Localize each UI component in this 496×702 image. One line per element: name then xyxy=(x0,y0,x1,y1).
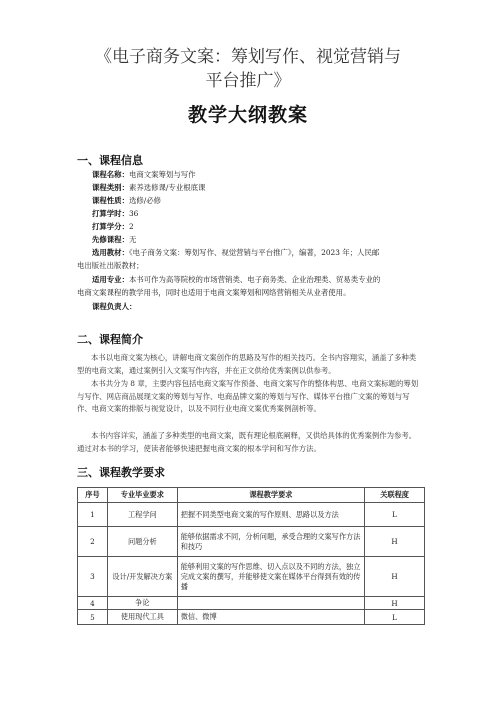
course-name-label: 课程名称： xyxy=(92,170,129,179)
course-owner-label: 课程负责人： xyxy=(92,302,137,311)
course-hours-label: 打算学时： xyxy=(92,209,129,218)
course-nature-label: 课程性质： xyxy=(92,196,129,205)
course-hours-value: 36 xyxy=(128,209,139,218)
header-course-requirement: 课程教学要求 xyxy=(177,488,364,503)
row-no: 5 xyxy=(78,610,108,625)
row-no: 4 xyxy=(78,597,108,610)
row-relevance: L xyxy=(365,610,425,625)
header-no: 序号 xyxy=(78,488,108,503)
prerequisite-row xyxy=(92,234,422,246)
course-credits-value: 2 xyxy=(128,222,134,231)
course-category-label: 课程类别： xyxy=(92,183,129,192)
section2-heading: 二、课程简介 xyxy=(77,333,143,346)
table-row xyxy=(78,527,425,557)
table-header-row xyxy=(78,488,425,503)
table-row xyxy=(78,503,425,527)
course-category-row xyxy=(92,182,422,194)
prerequisite-label: 先修课程： xyxy=(92,235,129,244)
course-category-value: 素养选修课/专业根底课 xyxy=(128,183,206,192)
document-title-line2: 平台推广》 xyxy=(205,71,291,91)
course-owner-row xyxy=(92,301,422,313)
textbook-label: 选用教材： xyxy=(92,248,129,257)
intro-paragraph-2: 本书共分为 8 章，主要内容包括电商文案写作预备、电商文案写作的整体构思、电商文案标题的筹划与写作、网店商品展现文案的筹划与写作、电商品牌文案的筹划与写作、媒体平台推广文案的筹划与写作、电商文案的排版与视觉设计，以及不同行业电商文案优秀案例剖析等。 xyxy=(77,379,419,414)
row-major-requirement: 使用现代工具 xyxy=(107,610,177,625)
row-major-requirement: 争论 xyxy=(107,597,177,610)
row-relevance: H xyxy=(365,597,425,610)
textbook-value-line1: 《电子商务文案：筹划写作、视觉营销与平台推广》，编著，2023 年；人民邮 xyxy=(128,248,380,257)
section1-heading: 一、课程信息 xyxy=(77,154,143,167)
intro-paragraph-3: 本书内容详实，涵盖了多种类型的电商文案，既有理论根底阐释，又供给具体的优秀案例作为参考。通过对本书的学习，使读者能够快速把握电商文案的根本学问和写作方法。 xyxy=(77,431,417,453)
row-major-requirement: 工程学问 xyxy=(107,503,177,527)
row-course-requirement: 能够利用文案的写作思维、切入点以及不同的方法，独立完成文案的撰写，并能够使文案在媒体平台得到有效的传播 xyxy=(177,557,364,597)
textbook-value-line2: 电出版社出版教材； xyxy=(77,261,144,270)
row-course-requirement: 把握不同类型电商文案的写作原则、思路以及方法 xyxy=(177,503,364,527)
major-value-line1: 本书可作为高等院校的市场营销类、电子商务类、企业治理类、贸易类专业的 xyxy=(128,275,381,284)
row-major-requirement: 设计/开发解决方案 xyxy=(107,557,177,597)
requirements-table xyxy=(77,487,425,625)
row-course-requirement: 能够依据需求不同，分析问题，承受合理的文案写作方法和技巧 xyxy=(177,527,364,557)
row-no: 3 xyxy=(78,557,108,597)
table-row xyxy=(78,610,425,625)
row-relevance: L xyxy=(365,503,425,527)
course-nature-row xyxy=(92,195,422,207)
row-course-requirement: 微信、微博 xyxy=(177,610,364,625)
section3-heading: 三、课程教学要求 xyxy=(77,466,165,479)
row-relevance: H xyxy=(365,557,425,597)
table-row xyxy=(78,597,425,610)
row-no: 2 xyxy=(78,527,108,557)
course-name-value: 电商文案筹划与写作 xyxy=(128,170,196,179)
row-relevance: H xyxy=(365,527,425,557)
intro-paragraph-1: 本书以电商文案为核心，讲解电商文案创作的思路及写作的相关技巧。全书内容翔实，涵盖了多种类型的电商文案，通过案例引入文案写作内容，并在正文供给优秀案例以供参考。 xyxy=(77,353,417,375)
course-name-row xyxy=(92,169,422,181)
course-hours-row xyxy=(92,208,422,220)
row-no: 1 xyxy=(78,503,108,527)
textbook-row xyxy=(92,247,422,259)
table-row xyxy=(78,557,425,597)
course-credits-row xyxy=(92,221,422,233)
major-value-line2: 电商文案课程的教学用书，同时也适用于电商文案筹划和网络营销相关从业者使用。 xyxy=(77,288,351,297)
major-row xyxy=(92,274,422,286)
document-title-line1: 《电子商务文案：筹划写作、视觉营销与 xyxy=(95,47,401,67)
major-label: 适用专业： xyxy=(92,275,129,284)
header-relevance: 关联程度 xyxy=(365,488,425,503)
document-subtitle: 教学大纲教案 xyxy=(187,104,308,126)
course-credits-label: 打算学分： xyxy=(92,222,129,231)
prerequisite-value: 无 xyxy=(128,235,137,244)
course-nature-value: 选修/必修 xyxy=(128,196,162,205)
row-major-requirement: 问题分析 xyxy=(107,527,177,557)
row-course-requirement xyxy=(177,597,364,610)
header-major-requirement: 专业毕业要求 xyxy=(107,488,177,503)
